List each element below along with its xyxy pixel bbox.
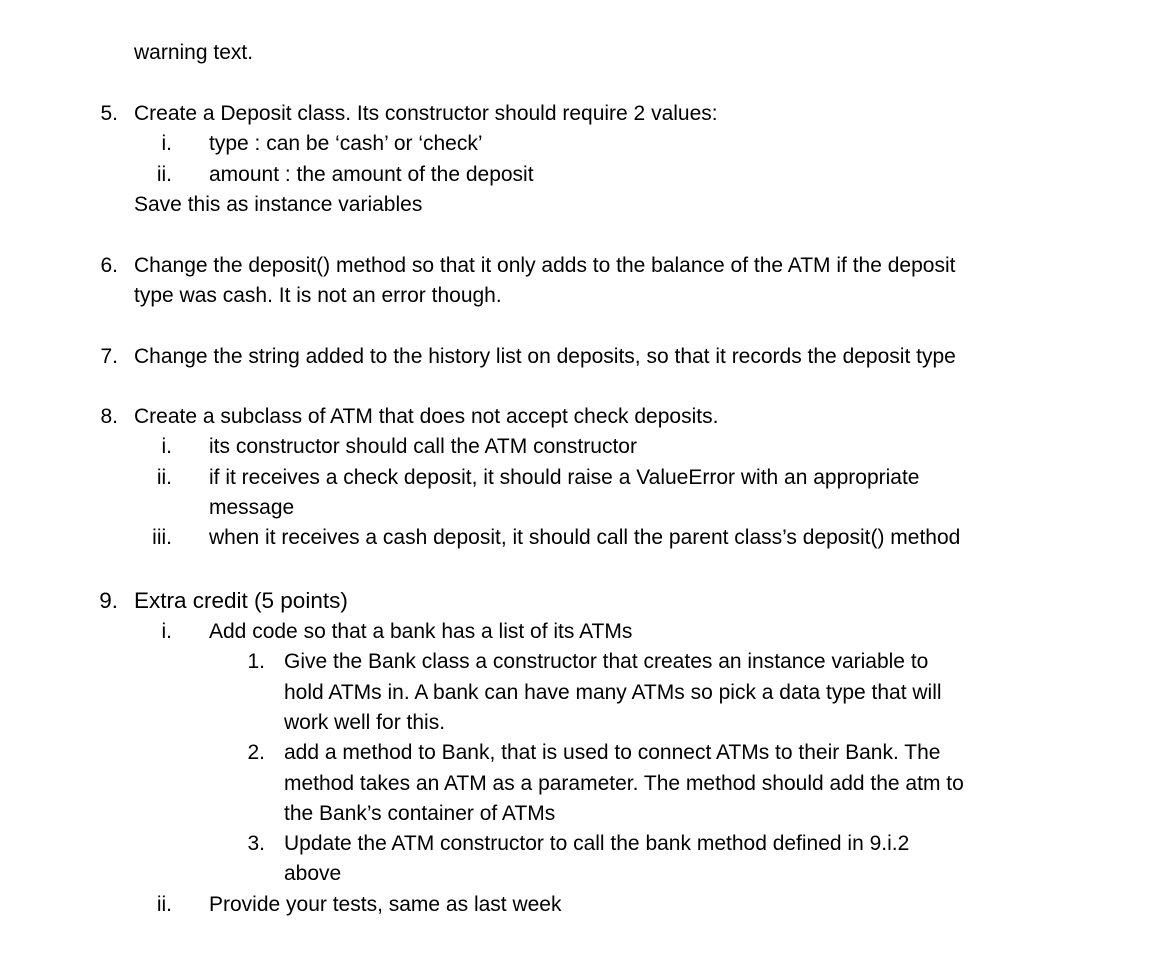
item-9-sub-i-text: Add code so that a bank has a list of its ATMs <box>209 620 633 643</box>
item-9-text: Extra credit (5 points) <box>134 588 348 613</box>
item-9-sub-i-number: i. <box>161 620 172 643</box>
item-9-step-3-line-2: above <box>284 862 342 885</box>
item-5-sub-ii-text: amount : the amount of the deposit <box>209 163 534 186</box>
item-9-step-3-line-1: Update the ATM constructor to call the bank method defined in 9.i.2 <box>284 832 910 855</box>
item-9-step-1-line-3: work well for this. <box>284 711 446 734</box>
item-9-step-1-number: 1. <box>247 650 265 673</box>
item-7-text: Change the string added to the history list on deposits, so that it records the deposit type <box>134 345 956 368</box>
item-8-text: Create a subclass of ATM that does not accept check deposits. <box>134 405 719 428</box>
item-8-sub-ii-number: ii. <box>156 466 172 489</box>
item-8-sub-i-number: i. <box>161 435 172 458</box>
item-9-sub-ii-text: Provide your tests, same as last week <box>209 893 562 916</box>
item-9-step-2-line-3: the Bank’s container of ATMs <box>284 802 556 825</box>
item-6-number: 6. <box>100 254 118 277</box>
item-9-step-1-line-2: hold ATMs in. A bank can have many ATMs so pick a data type that will <box>284 681 942 704</box>
item-8-sub-ii-line-2: message <box>209 496 295 519</box>
item-9-step-2-number: 2. <box>247 741 265 764</box>
item-8-number: 8. <box>100 405 118 428</box>
item-9-sub-ii-number: ii. <box>156 893 172 916</box>
item-5-sub-ii-number: ii. <box>156 163 172 186</box>
item-6-line-1: Change the deposit() method so that it only adds to the balance of the ATM if the deposit <box>134 254 956 277</box>
item-5-number: 5. <box>100 102 118 125</box>
item-7-number: 7. <box>100 345 118 368</box>
item-8-sub-iii-number: iii. <box>152 526 172 549</box>
item-5-text: Create a Deposit class. Its constructor should require 2 values: <box>134 102 718 125</box>
item-6-line-2: type was cash. It is not an error though. <box>134 284 502 307</box>
item-9-step-3-number: 3. <box>247 832 265 855</box>
item-8-sub-i-text: its constructor should call the ATM constructor <box>209 435 637 458</box>
item-8-sub-iii-text: when it receives a cash deposit, it should call the parent class’s deposit() method <box>209 526 961 549</box>
item-5-sub-i-number: i. <box>161 132 172 155</box>
item-9-number: 9. <box>99 588 118 613</box>
item-5-note: Save this as instance variables <box>134 193 423 216</box>
item-9-step-2-line-1: add a method to Bank, that is used to connect ATMs to their Bank. The <box>284 741 941 764</box>
item-5-sub-i-text: type : can be ‘cash’ or ‘check’ <box>209 132 483 155</box>
continuation-text: warning text. <box>134 41 254 64</box>
item-9-step-2-line-2: method takes an ATM as a parameter. The method should add the atm to <box>284 772 964 795</box>
item-8-sub-ii-line-1: if it receives a check deposit, it should raise a ValueError with an appropriate <box>209 466 920 489</box>
item-9-step-1-line-1: Give the Bank class a constructor that creates an instance variable to <box>284 650 929 673</box>
